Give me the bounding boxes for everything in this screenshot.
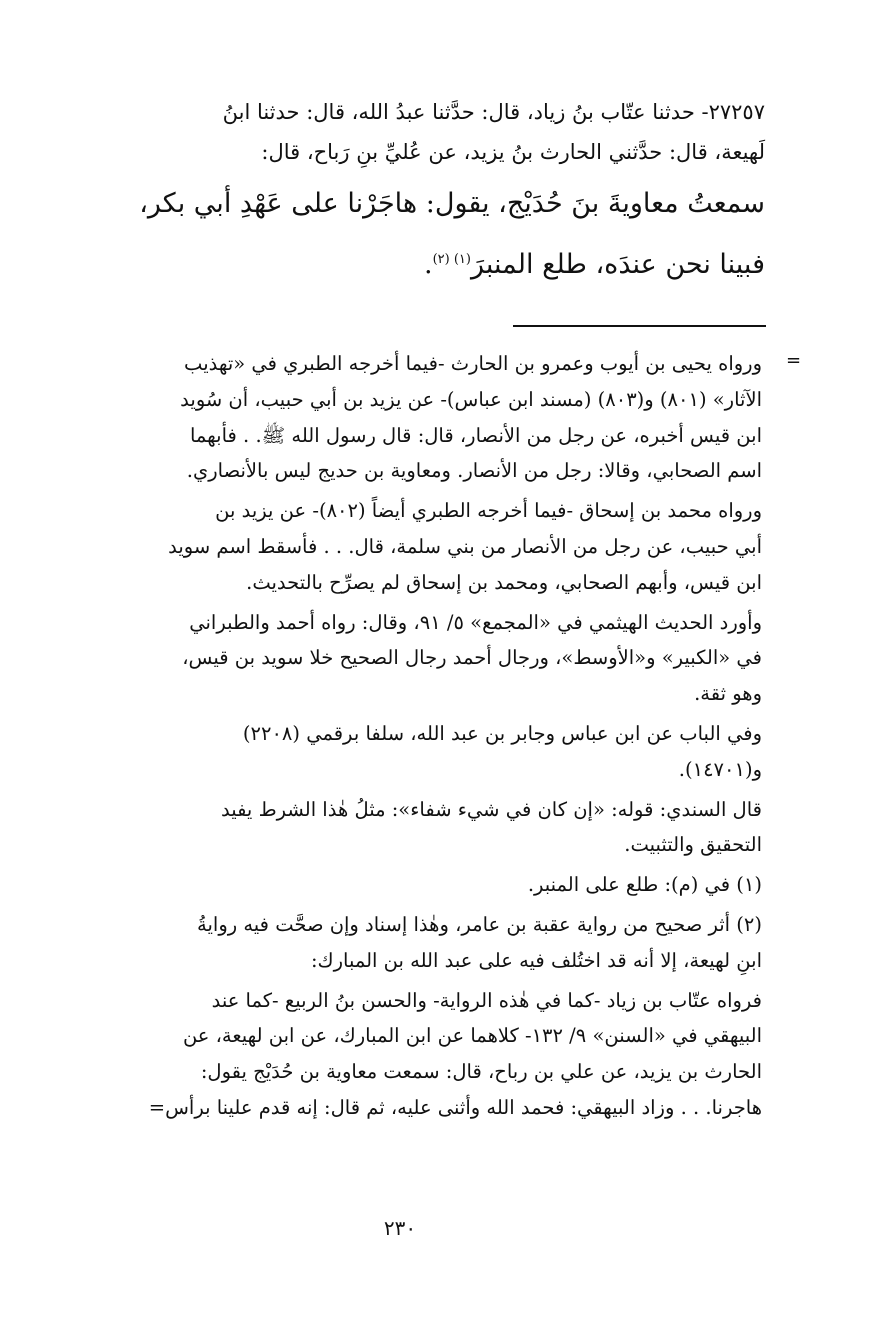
matn-line: سمعتُ معاويةَ بنَ حُدَيْج، يقول: هاجَرْنا على عَهْدِ أبي بكر، [139,188,765,219]
footnote-line: ابن قيس أخبره، عن رجل من الأنصار، قال: قال رسول الله ﷺ. . فأبهما [189,423,762,447]
footnote-line: اسم الصحابي، وقالا: رجل من الأنصار. ومعاوية بن حديج ليس بالأنصاري. [186,459,762,483]
footnote-line: فرواه عتّاب بن زياد -كما في هٰذه الرواية- والحسن بنُ الربيع -كما عند [211,988,762,1012]
footnote-line: أبي حبيب، عن رجل من الأنصار من بني سلمة، قال. . . فأسقط اسم سويد [168,534,762,558]
footnote-line: وفي الباب عن ابن عباس وجابر بن عبد الله، سلفا برقمي (٢٢٠٨) [242,721,762,745]
footnotes [107,346,762,1130]
matn-line-end: . [423,249,433,280]
footnote-line: ابن قيس، وأبهم الصحابي، ومحمد بن إسحاق لم يصرِّح بالتحديث. [246,570,762,594]
footnote-paragraph [107,493,762,600]
footnote-paragraph [107,792,762,864]
footnote-line: التحقيق والتثبيت. [624,833,762,857]
footnote-line: ورواه يحيى بن أيوب وعمرو بن الحارث -فيما أخرجه الطبري في «تهذيب [184,352,762,375]
footnote-line: البيهقي في «السنن» ٩/ ١٣٢- كلاهما عن ابن المبارك، عن ابن لهيعة، عن [182,1024,762,1048]
footnote-line: (١) في (م): طلع على المنبر. [527,873,762,897]
footnote-line: الآثار» (٨٠١) و(٨٠٣) (مسند ابن عباس)- عن يزيد بن أبي حبيب، أن سُويد [180,387,762,411]
footnote-paragraph [107,907,762,979]
footnote-separator [513,325,766,327]
matn-line [105,232,765,293]
hadith-text [105,92,765,293]
continuation-mark: = [786,350,802,371]
isnad-line: ٢٧٢٥٧- حدثنا عتّاب بنُ زياد، قال: حدَّثنا عبدُ الله، قال: حدثنا ابنُ [222,100,765,124]
hadith-matn [105,176,765,293]
footnote-line: الحارث بن يزيد، عن علي بن رباح، قال: سمعت معاوية بن حُدَيْج يقول: [200,1060,762,1084]
footnote-line: قال السندي: قوله: «إن كان في شيء شفاء»: مثلُ هٰذا الشرط يفيد [220,797,762,821]
footnote-refs: (١) (٢) [432,252,471,267]
footnote-line: هاجرنا. . . وزاد البيهقي: فحمد الله وأثنى عليه، ثم قال: إنه قدم علينا برأس= [148,1095,762,1119]
footnote-line: و(١٤٧٠١). [678,757,762,781]
footnote-line: في «الكبير» و«الأوسط»، ورجال أحمد رجال الصحيح خلا سويد بن قيس، [182,646,762,670]
hadith-isnad [105,92,765,172]
footnote-paragraph [107,605,762,712]
footnote-paragraph [107,983,762,1126]
page-number: ٢٣٠ [383,1216,417,1240]
footnote-line: ابنِ لهيعة، إلا أنه قد اختُلف فيه على عبد الله بن المبارك: [310,948,762,972]
matn-line-text: فبينا نحن عندَه، طلع المنبرَ [470,249,765,280]
footnote-line: ورواه محمد بن إسحاق -فيما أخرجه الطبري أيضاً (٨٠٢)- عن يزيد بن [215,499,762,523]
isnad-line: لَهيعة، قال: حدَّثني الحارث بنُ يزيد، عن عُليِّ بنِ رَباح، قال: [261,140,765,164]
footnote-paragraph [107,867,762,903]
footnote-line: وأورد الحديث الهيثمي في «المجمع» ٥/ ٩١، وقال: رواه أحمد والطبراني [189,610,762,634]
footnote-line: (٢) أثر صحيح من رواية عقبة بن عامر، وهٰذا إسناد وإن صحَّت فيه روايةُ [197,912,762,936]
footnote-paragraph [107,346,762,489]
footnote-paragraph [107,716,762,788]
footnote-line: وهو ثقة. [694,682,762,706]
